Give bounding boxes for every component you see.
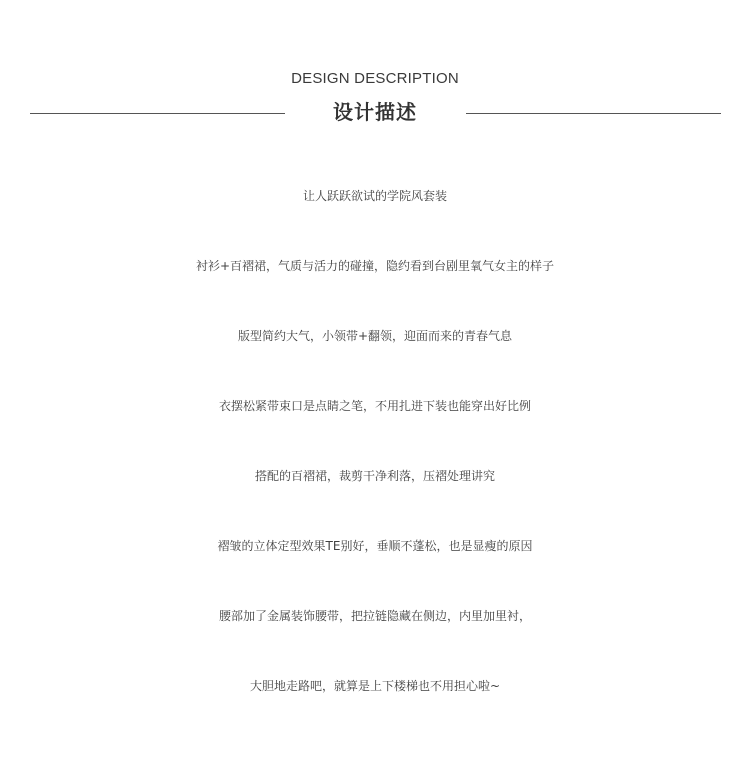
- description-line: 衬衫+百褶裙，气质与活力的碰撞，隐约看到台剧里氧气女主的样子: [195, 259, 555, 273]
- section-title-cn: 设计描述: [333, 100, 417, 124]
- description-line: 衣摆松紧带束口是点睛之笔，不用扎进下装也能穿出好比例: [218, 399, 531, 413]
- description-line: 搭配的百褶裙，裁剪干净利落，压褶处理讲究: [254, 469, 495, 483]
- description-line: 腰部加了金属装饰腰带，把拉链隐藏在侧边，内里加里衬，: [218, 609, 531, 623]
- section-title-en: DESIGN DESCRIPTION: [291, 70, 459, 87]
- description-line: 版型简约大气，小领带+翻领，迎面而来的青春气息: [237, 329, 513, 343]
- description-line: 让人跃跃欲试的学院风套装: [302, 189, 447, 203]
- description-line: 褶皱的立体定型效果TE别好，垂顺不蓬松，也是显瘦的原因: [217, 539, 533, 553]
- description-line: 大胆地走路吧，就算是上下楼梯也不用担心啦~: [249, 679, 501, 693]
